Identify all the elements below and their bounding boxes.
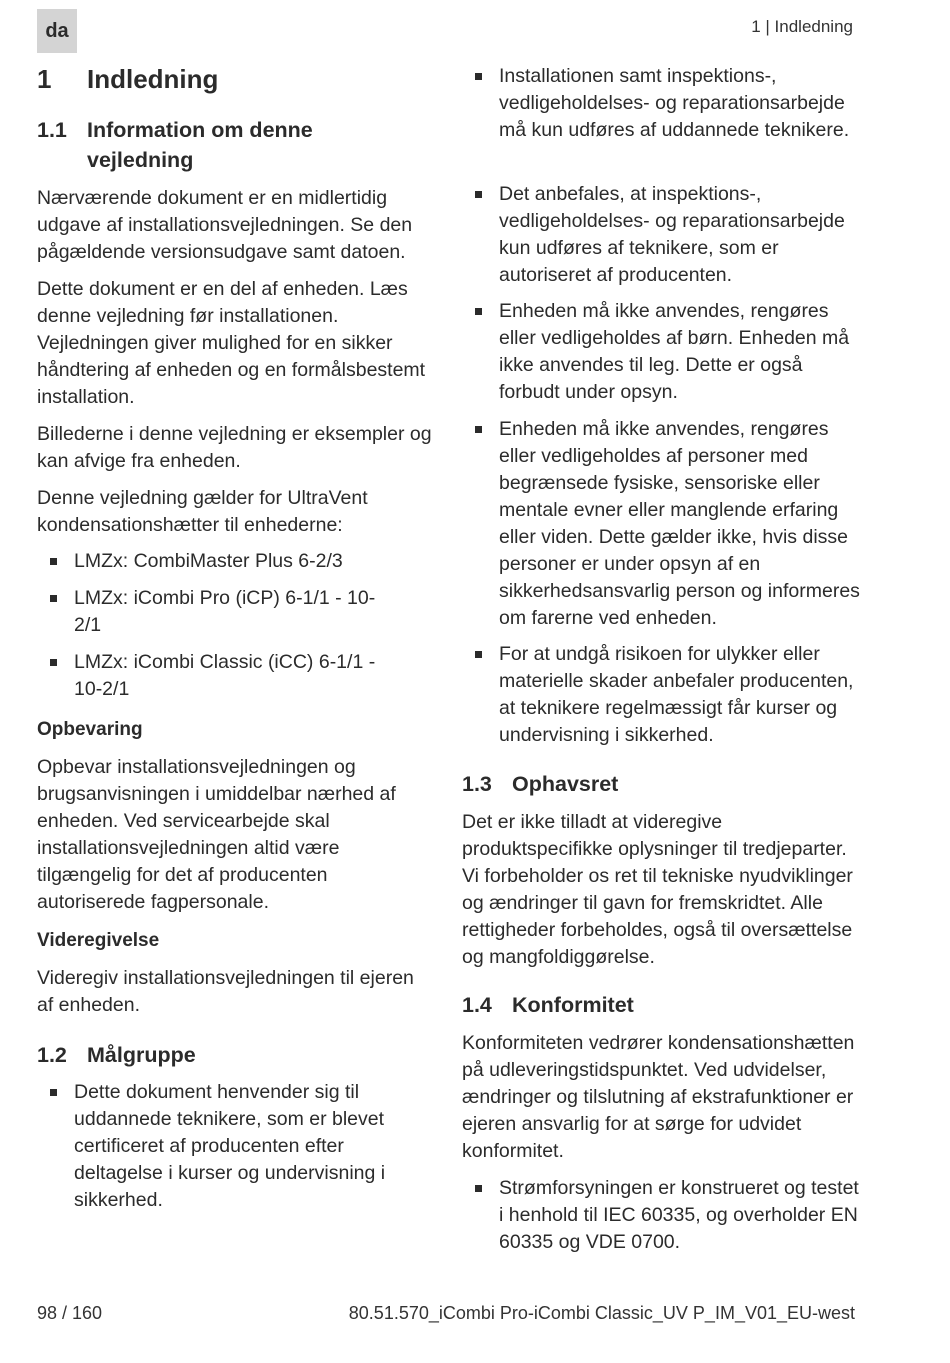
list-item: LMZx: iCombi Pro (iCP) 6-1/1 - 10-2/1	[37, 585, 377, 639]
section-heading-1-3	[462, 769, 862, 799]
chapter-number: 1	[37, 64, 52, 94]
paragraph: Dette dokument er en del af enheden. Læs denne vejledning før installationen. Vejledningen giver mulighed for en sikker håndtering af enheden og en formålsbestemt installation.	[37, 278, 426, 408]
section-title: Information om denne vejledning	[87, 118, 313, 172]
paragraph: Konformiteten vedrører kondensationshætten på udleveringstidspunktet. Ved udvidelser, ændringer og tilslutning af ekstrafunktioner er ejeren ansvarlig for at sørge for udvidet konformitet.	[462, 1032, 855, 1162]
section-number: 1.4	[462, 993, 492, 1017]
list-item: Enheden må ikke anvendes, rengøres eller vedligeholdes af personer med begrænsede fysiske, sensoriske eller mentale evner eller manglende erfaring eller viden. Dette gælder ikke, hvis disse personer er under opsyn af en sikkerhedsansvarlig person og informeres om farerne ved enheden.	[462, 416, 862, 632]
section-heading-1-4	[462, 990, 862, 1020]
section-heading-1-1	[37, 115, 337, 175]
target-group-list	[37, 1079, 432, 1219]
paragraph: Nærværende dokument er en midlertidig udgave af installationsvejledningen. Se den pågældende versionsudgave samt datoen.	[37, 187, 413, 263]
chapter-title: Indledning	[87, 64, 219, 94]
bullet-square-icon	[50, 558, 57, 565]
bullet-square-icon	[475, 651, 482, 658]
list-item: For at undgå risikoen for ulykker eller materielle skader anbefaler producenten, at teknikere regelmæssigt får kurser og undervisning i sikkerhed.	[462, 641, 862, 749]
section-number: 1.2	[37, 1043, 67, 1067]
section-title: Konformitet	[512, 993, 634, 1017]
conformity-list	[462, 1175, 862, 1265]
language-badge: da	[37, 9, 77, 53]
qualification-list	[462, 63, 862, 753]
section-number: 1.3	[462, 772, 492, 796]
device-list	[37, 548, 432, 708]
bullet-square-icon	[475, 191, 482, 198]
list-item: Strømforsyningen er konstrueret og testet i henhold til IEC 60335, og overholder EN 60335 og VDE 0700.	[462, 1175, 862, 1256]
bullet-square-icon	[475, 426, 482, 433]
bullet-square-icon	[475, 308, 482, 315]
bullet-square-icon	[50, 1089, 57, 1096]
bullet-square-icon	[50, 659, 57, 666]
list-item: Det anbefales, at inspektions-, vedligeholdelses- og reparationsarbejde kun udføres af teknikere, som er autoriseret af producenten.	[462, 181, 862, 289]
paragraph: Denne vejledning gælder for UltraVent kondensationshætter til enhederne:	[37, 487, 368, 536]
subheading-videregivelse: Videregivelse	[37, 930, 160, 951]
bullet-square-icon	[475, 1185, 482, 1192]
bullet-square-icon	[475, 73, 482, 80]
list-item: Installationen samt inspektions-, vedligeholdelses- og reparationsarbejde må kun udføres af uddannede teknikere.	[462, 63, 862, 144]
chapter-heading	[37, 63, 432, 95]
page-number: 98 / 160	[37, 1303, 103, 1323]
paragraph: Det er ikke tilladt at videregive produktspecifikke oplysninger til tredjeparter. Vi forbeholder os ret til tekniske nyudviklinger og ændringer til gavn for fremskridtet. Alle rettigheder forbeholdes, også til oversættelse og mangfoldiggørelse.	[462, 811, 853, 968]
paragraph: Billederne i denne vejledning er eksempler og kan afvige fra enheden.	[37, 423, 432, 472]
paragraph: Opbevar installationsvejledningen og brugsanvisningen i umiddelbar nærhed af enheden. Ved servicearbejde skal installationsvejledningen altid være tilgængelig for det af producenten autoriserede fagpersonale.	[37, 756, 396, 913]
document-id: 80.51.570_iCombi Pro-iCombi Classic_UV P_IM_V01_EU-west	[348, 1303, 855, 1323]
section-number: 1.1	[37, 118, 67, 142]
running-head: 1 | Indledning	[751, 17, 853, 36]
list-item: Enheden må ikke anvendes, rengøres eller vedligeholdes af børn. Enheden må ikke anvendes til leg. Dette er også forbudt under opsyn.	[462, 298, 862, 406]
list-item: Dette dokument henvender sig til uddannede teknikere, som er blevet certificeret af producenten efter deltagelse i kurser og undervisning i sikkerhed.	[37, 1079, 432, 1214]
list-item: LMZx: CombiMaster Plus 6-2/3	[37, 548, 432, 575]
subheading-opbevaring: Opbevaring	[37, 719, 143, 740]
section-title: Ophavsret	[512, 772, 619, 796]
section-title: Målgruppe	[87, 1043, 196, 1067]
section-heading-1-2	[37, 1040, 432, 1070]
bullet-square-icon	[50, 595, 57, 602]
list-item: LMZx: iCombi Classic (iCC) 6-1/1 - 10-2/1	[37, 649, 407, 703]
paragraph: Videregiv installationsvejledningen til ejeren af enheden.	[37, 967, 414, 1016]
